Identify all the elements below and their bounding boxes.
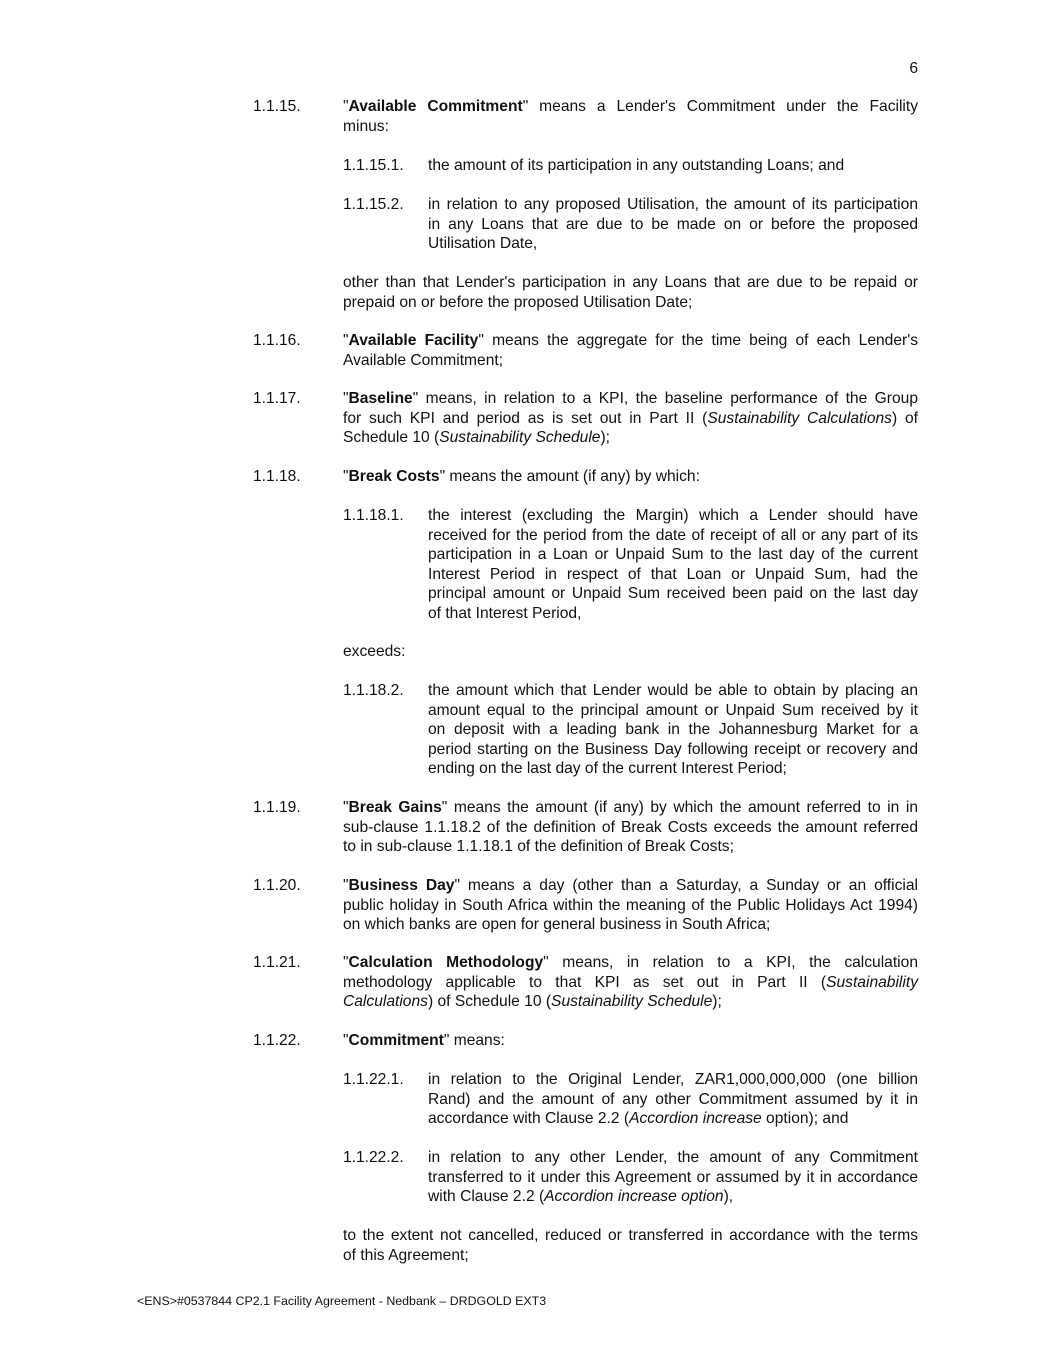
clause-text: "Available Commitment" means a Lender's Commitment under the Facility minus: [343,98,919,135]
subclause-text: in relation to the Original Lender, ZAR1,000,000,000 (one billion Rand) and the amount of any other Commitment assumed by it in accordance with Clause 2.2 (Accordion increase option); and [428,1071,918,1127]
subclause-text: the amount of its participation in any outstanding Loans; and [428,157,845,174]
subclause-text: the interest (excluding the Margin) which a Lender should have received for the period from the date of receipt of all or any part of its participation in a Loan or Unpaid Sum to the last day of the current Interest Period in respect of that Loan or Unpaid Sum, had the principal amount or Unpaid Sum received been paid on the last day of that Interest Period, [428,507,918,622]
clause-number: 1.1.22. [253,1032,301,1049]
clause-connector: exceeds: [343,643,406,660]
clause-number: 1.1.15. [253,98,301,115]
defined-term: Calculation Methodology [348,954,544,971]
subclause-number: 1.1.18.1. [343,507,404,524]
page-number: 6 [909,60,918,77]
clause-tail: to the extent not cancelled, reduced or transferred in accordance with the terms of this Agreement; [343,1227,918,1264]
subclause-text: the amount which that Lender would be able to obtain by placing an amount equal to the principal amount or Unpaid Sum received by it on deposit with a leading bank in the Johannesburg Market for a period starting on the Business Day following receipt or recovery and ending on the last day of the current Interest Period; [428,682,918,777]
clause-tail: other than that Lender's participation in any Loans that are due to be repaid or prepaid on or before the proposed Utilisation Date; [343,274,918,311]
defined-term: Business Day [348,877,455,894]
subclause-number: 1.1.18.2. [343,682,404,699]
clause-number: 1.1.20. [253,877,301,894]
document-footer: <ENS>#0537844 CP2.1 Facility Agreement - Nedbank – DRDGOLD EXT3 [137,1294,547,1308]
clause-number: 1.1.17. [253,390,301,407]
defined-term: Commitment [348,1032,444,1049]
subclause-text: in relation to any proposed Utilisation, the amount of its participation in any Loans that are due to be made on or before the proposed Utilisation Date, [428,196,918,252]
clause-text: "Calculation Methodology" means, in relation to a KPI, the calculation methodology applicable to that KPI as set out in Part II (Sustainability Calculations) of Schedule 10 (Sustainability Schedule); [343,954,918,1010]
clause-text: "Business Day" means a day (other than a Saturday, a Sunday or an official public holiday in South Africa within the meaning of the Public Holidays Act 1994) on which banks are open for general business in South Africa; [343,877,918,933]
subclause-number: 1.1.22.2. [343,1149,404,1166]
defined-term: Available Facility [348,332,479,349]
clause-number: 1.1.21. [253,954,301,971]
clause-text: "Commitment" means: [343,1032,505,1049]
subclause-text: in relation to any other Lender, the amount of any Commitment transferred to it under this Agreement or assumed by it in accordance with Clause 2.2 (Accordion increase option), [428,1149,918,1205]
defined-term: Break Gains [348,799,442,816]
subclause-number: 1.1.15.2. [343,196,404,213]
clause-number: 1.1.19. [253,799,301,816]
clause-number: 1.1.16. [253,332,301,349]
clause-text: "Break Gains" means the amount (if any) by which the amount referred to in in sub-clause 1.1.18.2 of the definition of Break Costs exceeds the amount referred to in sub-clause 1.1.18.1 of the definition of Break Costs; [343,799,918,855]
subclause-number: 1.1.22.1. [343,1071,404,1088]
clause-text: "Break Costs" means the amount (if any) by which: [343,468,700,485]
subclause-number: 1.1.15.1. [343,157,404,174]
clause-number: 1.1.18. [253,468,301,485]
defined-term: Available Commitment [348,98,523,115]
clause-text: "Available Facility" means the aggregate for the time being of each Lender's Available Commitment; [343,332,918,369]
clause-text: "Baseline" means, in relation to a KPI, the baseline performance of the Group for such KPI and period as is set out in Part II (Sustainability Calculations) of Schedule 10 (Sustainability Schedule); [343,390,919,446]
defined-term: Baseline [348,390,413,407]
defined-term: Break Costs [348,468,440,485]
